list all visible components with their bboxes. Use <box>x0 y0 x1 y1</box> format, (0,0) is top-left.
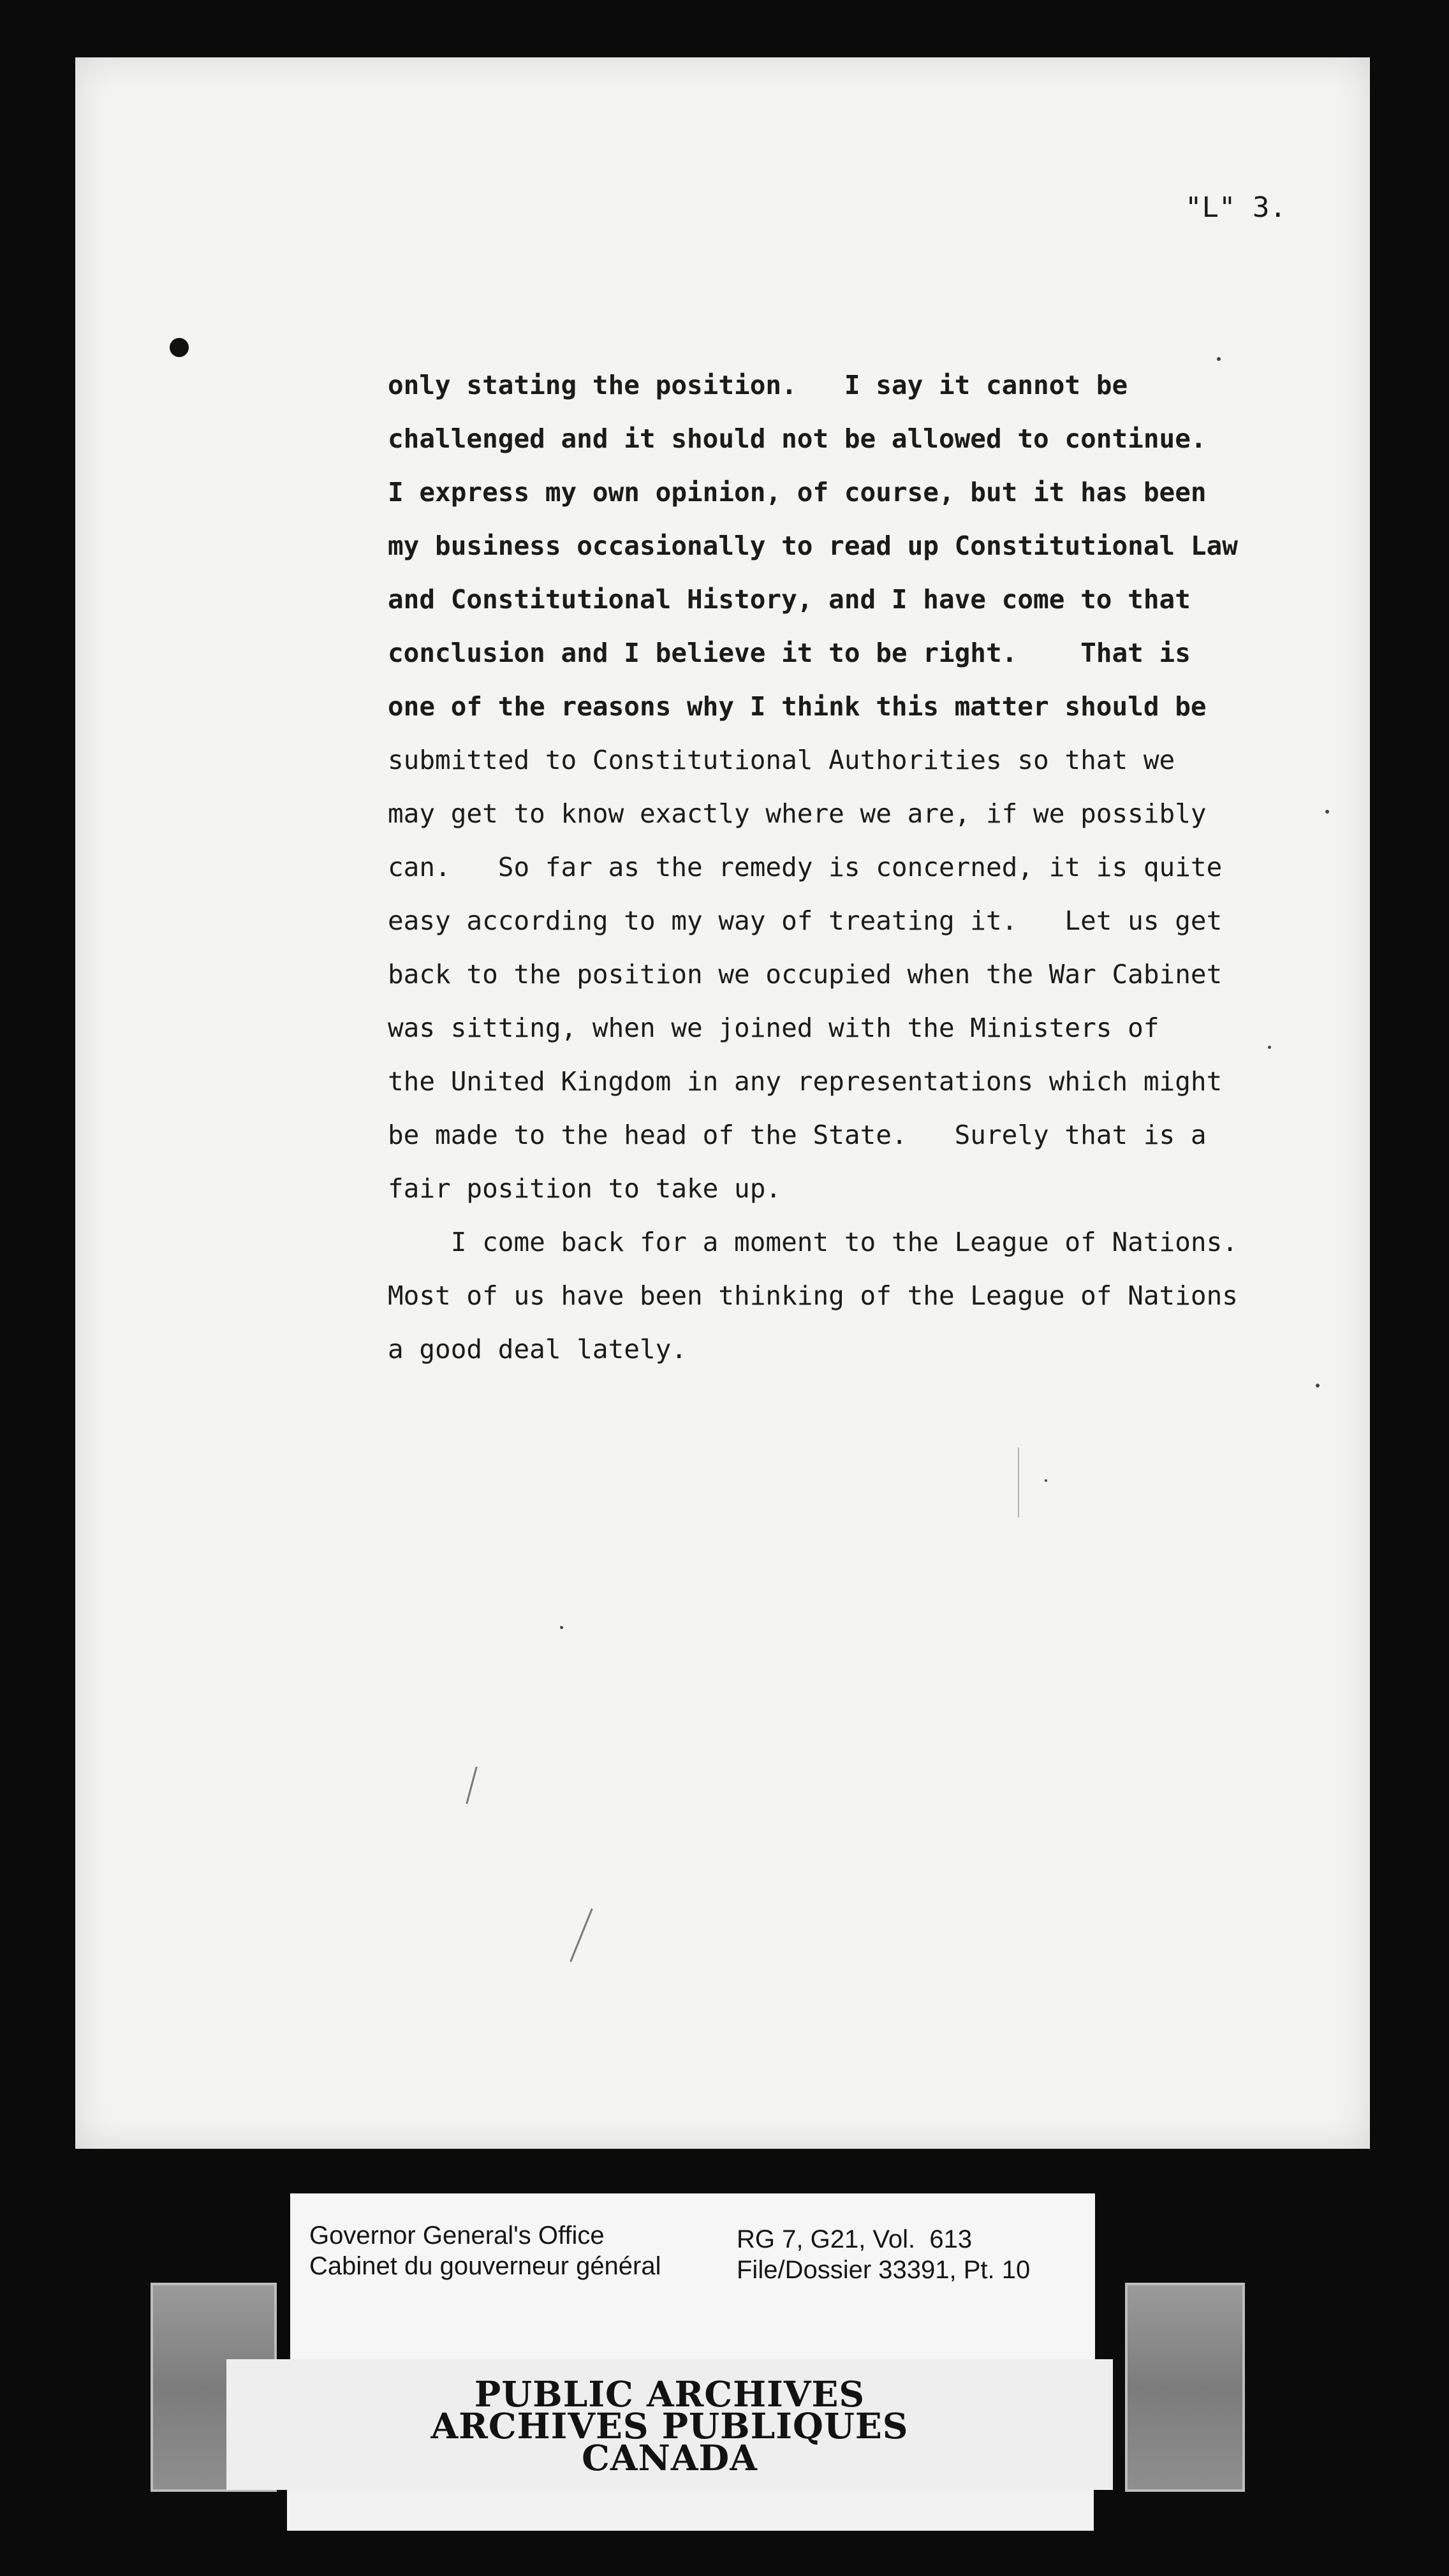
punch-hole-mark <box>170 338 189 357</box>
office-name-french: Cabinet du gouverneur général <box>309 2252 661 2280</box>
film-speck <box>1268 1046 1271 1049</box>
office-name-english: Governor General's Office <box>309 2221 605 2250</box>
text-line: easy according to my way of treating it. Let us get <box>388 905 1223 936</box>
text-line: Most of us have been thinking of the League of Nations <box>388 1280 1238 1311</box>
text-line: and Constitutional History, and I have come to that <box>388 584 1191 615</box>
text-line: challenged and it should not be allowed to continue. <box>388 423 1207 454</box>
stamp-line-french: ARCHIVES PUBLIQUES <box>430 2405 909 2447</box>
file-dossier-reference: File/Dossier 33391, Pt. 10 <box>737 2256 1031 2284</box>
film-speck <box>1217 357 1221 361</box>
stamp-line-country: CANADA <box>582 2437 758 2478</box>
film-speck <box>560 1626 563 1629</box>
film-speck <box>1045 1479 1047 1482</box>
text-line: I express my own opinion, of course, but it has been <box>388 477 1207 508</box>
text-line: one of the reasons why I think this matter should be <box>388 691 1207 722</box>
text-line: can. So far as the remedy is concerned, it is quite <box>388 852 1223 882</box>
text-line: the United Kingdom in any representations which might <box>388 1066 1223 1097</box>
text-line: conclusion and I believe it to be right. That is <box>388 638 1191 668</box>
typed-body-text <box>388 358 1370 1376</box>
text-line: I come back for a moment to the League of Nations. <box>388 1227 1238 1257</box>
document-page <box>75 57 1370 2149</box>
page-number: "L" 3. <box>1185 191 1286 224</box>
film-speck <box>1316 1384 1320 1387</box>
text-line: be made to the head of the State. Surely that is a <box>388 1120 1207 1150</box>
file-reference <box>737 2224 1030 2285</box>
stamp-line-english: PUBLIC ARCHIVES <box>474 2373 865 2415</box>
archive-reference-label <box>290 2193 1095 2371</box>
record-group-reference: RG 7, G21, Vol. 613 <box>737 2225 973 2253</box>
office-name <box>309 2220 661 2281</box>
text-line: my business occasionally to read up Constitutional Law <box>388 531 1238 561</box>
film-scratch <box>570 1908 592 1963</box>
film-speck <box>1325 810 1329 814</box>
text-line: was sitting, when we joined with the Ministers of <box>388 1013 1159 1043</box>
text-line: submitted to Constitutional Authorities so that we <box>388 745 1175 775</box>
film-scratch <box>466 1767 477 1804</box>
label-bottom-strip <box>287 2490 1094 2531</box>
text-line: may get to know exactly where we are, if we possibly <box>388 798 1207 829</box>
film-scratch <box>1018 1447 1019 1518</box>
text-line: fair position to take up. <box>388 1173 782 1204</box>
text-line: a good deal lately. <box>388 1334 687 1365</box>
text-line: only stating the position. I say it cannot be <box>388 370 1128 400</box>
text-line: back to the position we occupied when the War Cabinet <box>388 959 1223 990</box>
public-archives-stamp <box>226 2359 1113 2490</box>
film-clip-right <box>1125 2283 1245 2492</box>
